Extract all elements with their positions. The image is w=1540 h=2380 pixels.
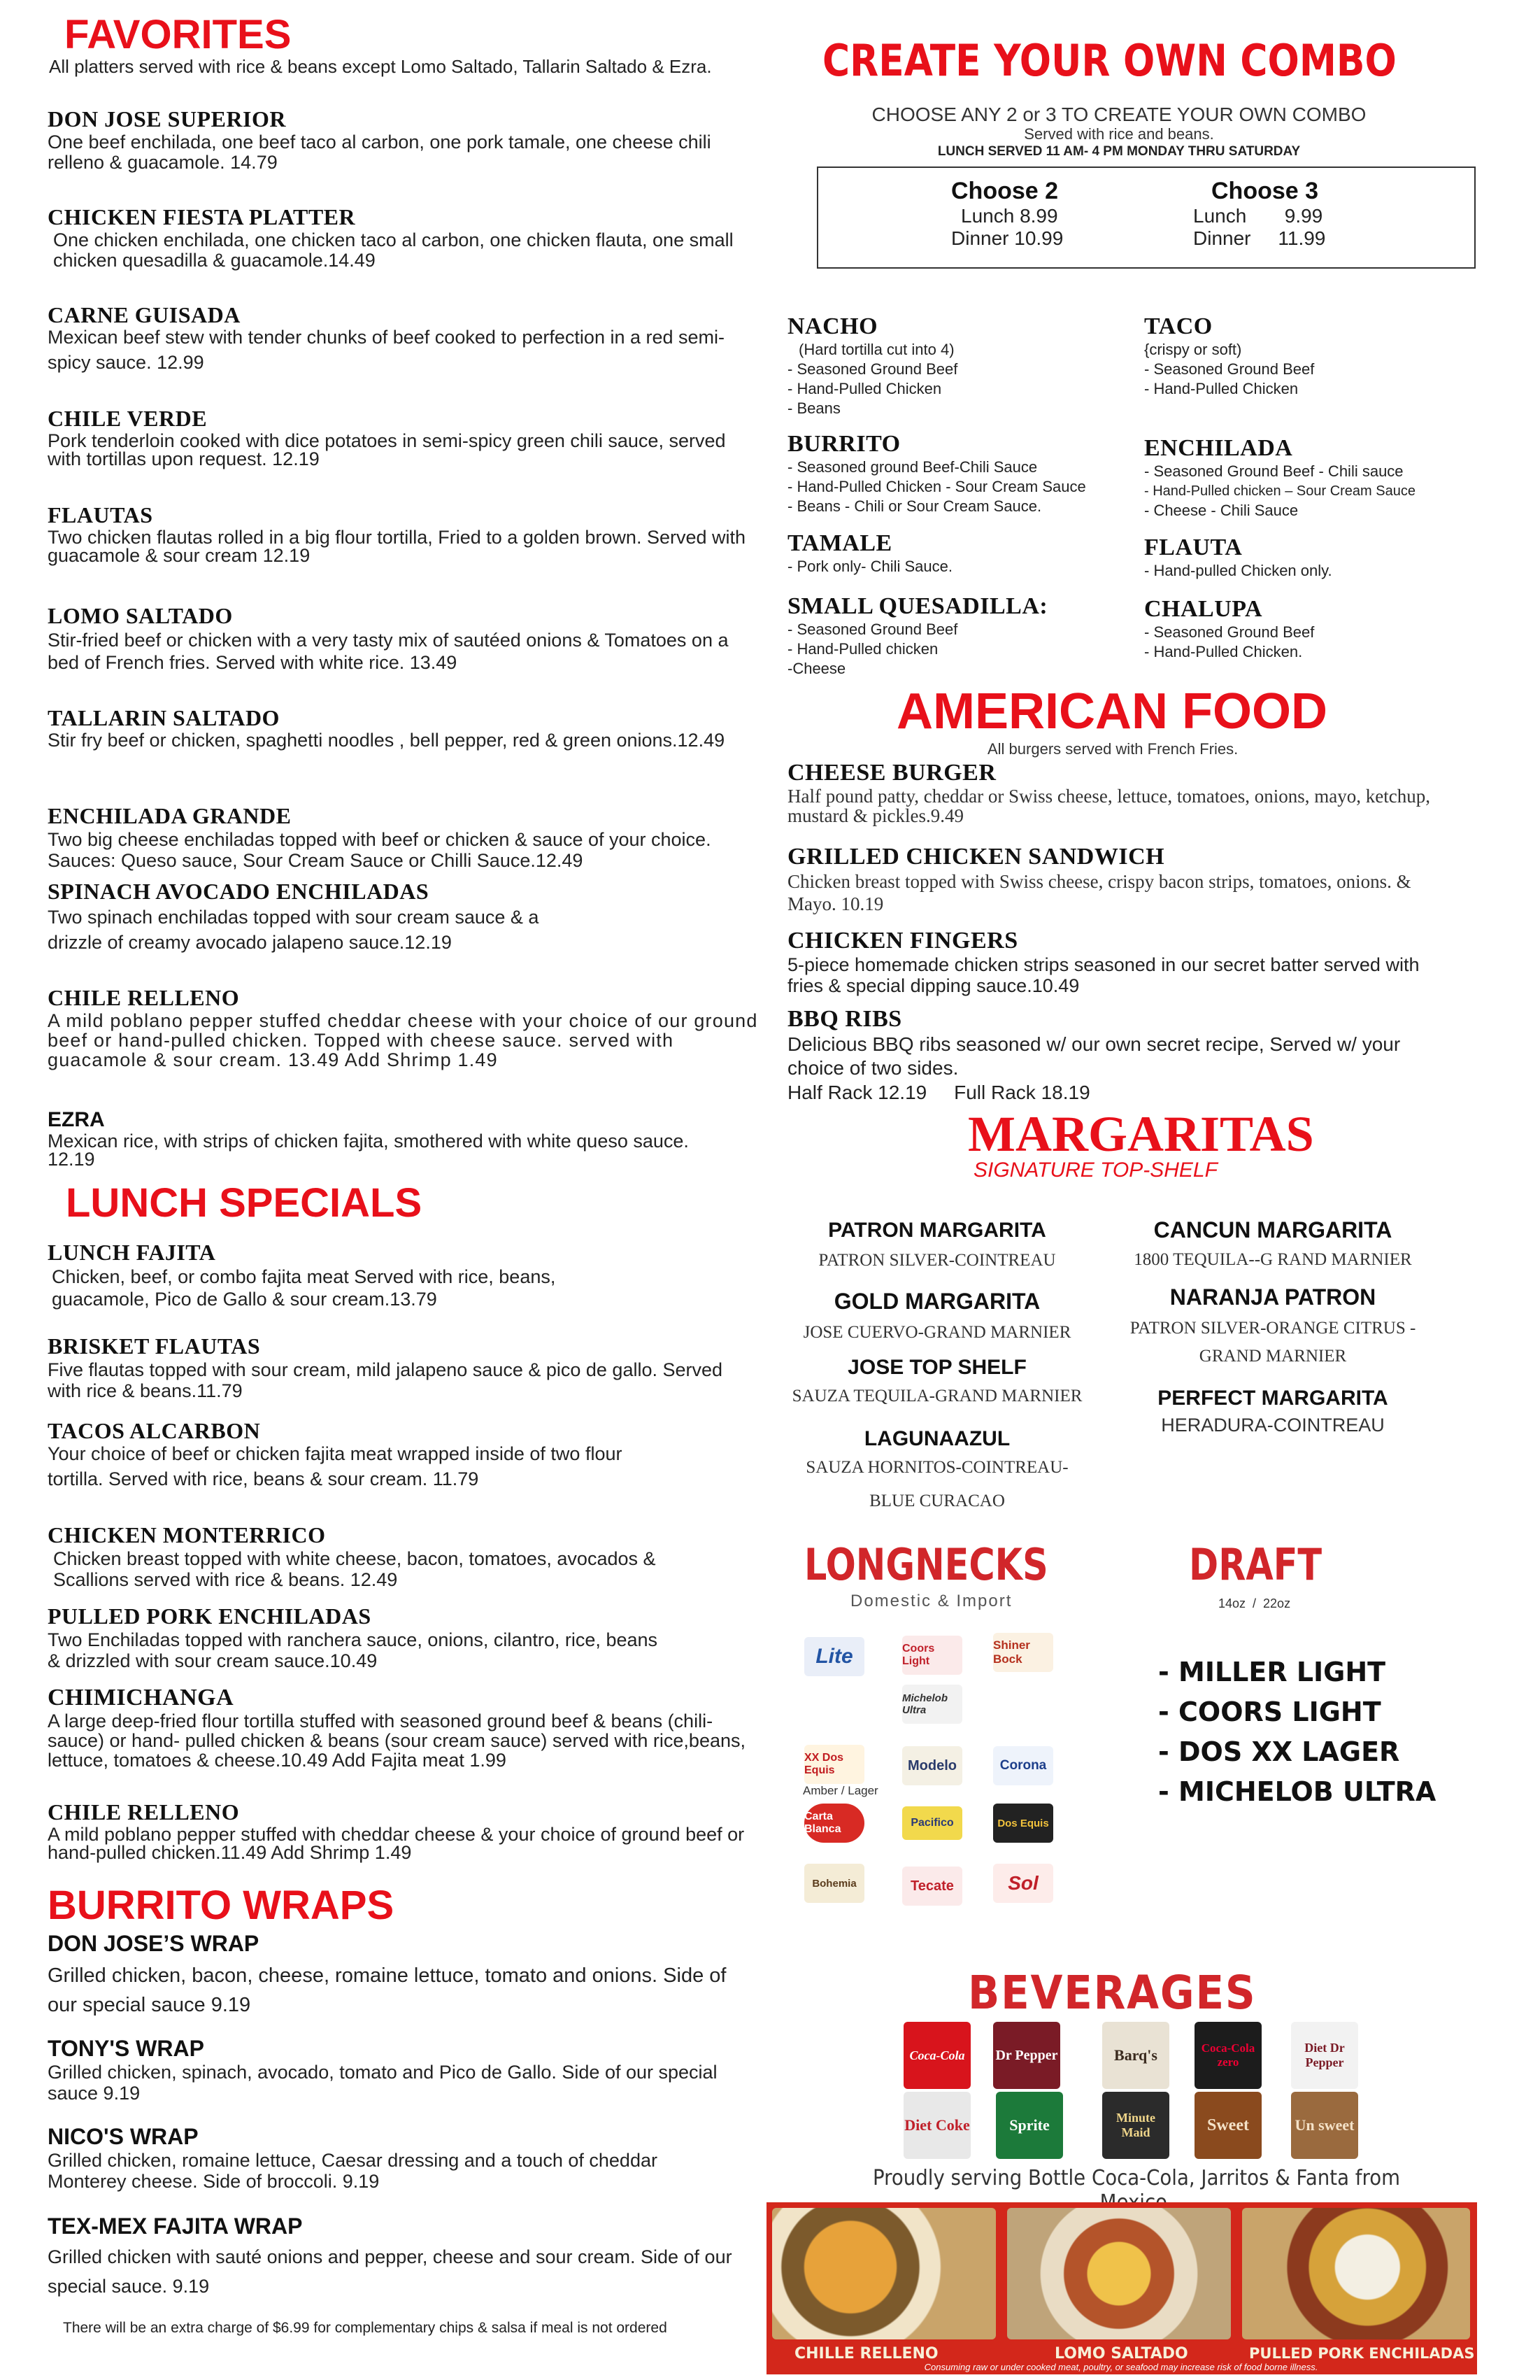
beer-logo: Shiner Bock [993,1633,1053,1672]
menu-item [48,1240,761,1310]
option-line: - Seasoned Ground Beef [1144,360,1315,378]
option-line: - Cheese - Chili Sauce [1144,502,1299,519]
item-name: NICO'S WRAP [48,2124,199,2149]
option-line: - Hand-Pulled Chicken. [1144,643,1303,660]
item-desc: Two chicken flautas rolled in a big flour tortilla, Fried to a golden brown. Served with guacamole & sour cream 12.19 [48,527,746,566]
option-line: - Pork only- Chili Sauce. [787,558,953,575]
menu-item [48,603,761,674]
item-price: Half Rack 12.19 Full Rack 18.19 [787,1082,1090,1103]
margarita-ingredients: PATRON SILVER-COINTREAU [818,1251,1056,1270]
margarita-item [783,1427,1091,1511]
draft-sizes: 14oz / 22oz [1218,1596,1291,1610]
item-desc: Two Enchiladas topped with ranchera sauce, onions, cilantro, rice, beans & drizzled with sour cream sauce.10.49 [48,1629,658,1671]
combo-option [1144,534,1480,581]
option-name: ENCHILADA [1144,435,1293,461]
margarita-ingredients: 1800 TEQUILA--G RAND MARNIER [1134,1250,1412,1269]
option-name: TAMALE [787,530,892,556]
menu-item [48,1931,761,2020]
photo-caption: PULLED PORK ENCHILADAS [1249,2345,1475,2362]
item-desc: One chicken enchilada, one chicken taco al carbon, one chicken flauta, one small chicken quesadilla & guacamole.14.49 [53,229,734,271]
beverage-logo: Dr Pepper [993,2022,1060,2089]
combo-option [787,313,1137,418]
option-line: - Seasoned Ground Beef [1144,623,1315,641]
american-food-title: AMERICAN FOOD [897,683,1327,739]
combo-option [787,530,1137,576]
option-line: (Hard tortilla cut into 4) [799,341,955,358]
menu-item [48,1108,761,1168]
option-line: - Seasoned Ground Beef - Chili sauce [1144,462,1404,480]
option-line: -Cheese [787,660,846,677]
beverage-logo: Un sweet [1291,2092,1358,2159]
item-name: ENCHILADA GRANDE [48,803,292,828]
margaritas-title: MARGARITAS [968,1106,1314,1162]
item-desc: Delicious BBQ ribs seasoned w/ our own secret recipe, Served w/ your choice of two sides. [787,1033,1401,1079]
beverages-title: BEVERAGES [968,1966,1257,2020]
beverage-logo: Sprite [996,2092,1063,2159]
draft-item: - DOS XX LAGER [1158,1736,1400,1767]
combo-served: Served with rice and beans. [1024,125,1214,143]
margarita-item [1112,1387,1434,1436]
menu-item [787,760,1487,826]
option-name: FLAUTA [1144,534,1243,560]
draft-item: - MILLER LIGHT [1158,1657,1386,1687]
longnecks-subtitle: Domestic & Import [850,1592,1013,1610]
item-name: DON JOSE’S WRAP [48,1931,259,1956]
beverage-logo: Sweet [1195,2092,1262,2159]
food-photo [772,2208,996,2339]
menu-item [48,1333,761,1401]
choose-2-dinner: Dinner 10.99 [951,227,1064,249]
lunch-specials-title: LUNCH SPECIALS [66,1180,422,1226]
menu-item [48,204,761,271]
menu-item [48,1420,761,1492]
item-desc: Chicken breast topped with Swiss cheese, crispy bacon strips, tomatoes, onions. & Mayo. 10.19 [787,871,1411,914]
beverage-logo: Minute Maid [1102,2092,1169,2159]
beer-logo: Michelob Ultra [902,1685,962,1724]
option-name: NACHO [787,313,878,339]
item-name: CHIMICHANGA [48,1685,234,1710]
draft-item: - MICHELOB ULTRA [1158,1776,1436,1807]
beverage-logo: Diet Dr Pepper [1291,2022,1358,2089]
item-name: PULLED PORK ENCHILADAS [48,1603,371,1629]
combo-option [787,593,1137,679]
margarita-name: GOLD MARGARITA [834,1289,1041,1314]
margarita-ingredients: HERADURA-COINTREAU [1161,1415,1385,1436]
menu-item [48,2213,761,2301]
item-name: CHICKEN FINGERS [787,928,1018,954]
item-desc: Mexican rice, with strips of chicken fajita, smothered with white queso sauce. 12.19 [48,1131,689,1170]
item-desc: A large deep-fried flour tortilla stuffed with seasoned ground beef & beans (chili-sauce) or hand- pulled chicken & beans (sour cream sauce) served with rice,beans, lettuce, tomatoes & cheese.10.49 Add Fajita meat 1.99 [48,1710,746,1771]
option-line: - Beans [787,399,841,417]
item-desc: Grilled chicken with sauté onions and pepper, cheese and sour cream. Side of our special sauce. 9.19 [48,2246,732,2297]
combo-hours: LUNCH SERVED 11 AM- 4 PM MONDAY THRU SATURDAY [937,144,1301,159]
item-name: TONY'S WRAP [48,2036,204,2061]
combo-option [1144,435,1480,520]
margarita-name: JOSE TOP SHELF [848,1356,1027,1379]
item-name: CHILE RELLENO [48,985,240,1010]
item-desc: Two spinach enchiladas topped with sour cream sauce & a drizzle of creamy avocado jalapeno sauce.12.19 [48,907,539,953]
menu-item [48,803,761,871]
menu-item [48,1522,761,1590]
option-line: {crispy or soft) [1144,341,1242,358]
beverage-logo: Coca-Cola [904,2022,971,2089]
combo-option [1144,596,1480,662]
beer-logo: Coors Light [902,1636,962,1675]
beer-logo: Lite [804,1637,864,1676]
option-name: TACO [1144,313,1213,339]
american-food-subtitle: All burgers served with French Fries. [988,740,1239,758]
option-name: BURRITO [787,431,901,457]
item-name: CHILE VERDE [48,406,208,431]
item-desc: Pork tenderloin cooked with dice potatoes in semi-spicy green chili sauce, served with tortillas upon request. 12.19 [48,430,726,469]
favorites-subtitle: All platters served with rice & beans except Lomo Saltado, Tallarin Saltado & Ezra. [49,56,712,77]
margarita-ingredients: PATRON SILVER-ORANGE CITRUS - [1129,1319,1416,1338]
menu-item [48,1603,761,1671]
menu-item [48,1685,761,1770]
burrito-wraps-title: BURRITO WRAPS [48,1883,394,1928]
item-name: CHEESE BURGER [787,760,997,786]
menu-item [787,1006,1487,1105]
item-name: LOMO SALTADO [48,603,233,628]
menu-item [48,705,761,749]
margarita-ingredients: SAUZA TEQUILA-GRAND MARNIER [792,1387,1083,1405]
margarita-name: CANCUN MARGARITA [1153,1217,1392,1242]
combo-option [787,431,1151,516]
item-name: CHILE RELLENO [48,1799,240,1825]
menu-item [48,2124,761,2192]
food-safety-disclaimer: Consuming raw or under cooked meat, poultry, or seafood may increase risk of food borne illness. [924,2362,1318,2372]
choose-2-title: Choose 2 [951,178,1059,204]
margarita-item [783,1289,1091,1343]
margarita-name: LAGUNAAZUL [864,1427,1011,1450]
item-desc: Your choice of beef or chicken fajita meat wrapped inside of two flour tortilla. Served with rice, beans & sour cream. 11.79 [48,1443,622,1489]
option-name: SMALL QUESADILLA: [787,593,1048,619]
item-desc: Grilled chicken, spinach, avocado, tomato and Pico de Gallo. Side of our special sauce 9.19 [48,2062,718,2104]
food-photo [1007,2208,1231,2339]
item-desc: Chicken breast topped with white cheese, bacon, tomatoes, avocados & Scallions served with rice & beans. 12.49 [53,1548,656,1590]
item-name: TALLARIN SALTADO [48,705,280,730]
margarita-item [1112,1217,1434,1270]
longnecks-title: LONGNECKS [804,1539,1048,1590]
item-name: BBQ RIBS [787,1006,902,1032]
draft-title: DRAFT [1189,1539,1322,1590]
menu-item [48,302,761,375]
item-desc: Stir fry beef or chicken, spaghetti noodles , bell pepper, red & green onions.12.49 [48,730,725,751]
option-line: - Beans - Chili or Sour Cream Sauce. [787,497,1042,515]
combo-title: CREATE YOUR OWN COMBO [822,35,1397,86]
beer-logo: XX Dos Equis [804,1745,864,1784]
item-desc: Half pound patty, cheddar or Swiss cheese, lettuce, tomatoes, onions, mayo, ketchup, mustard & pickles.9.49 [787,786,1431,826]
choose-3-title: Choose 3 [1211,178,1319,204]
option-line: - Hand-Pulled chicken – Sour Cream Sauce [1144,483,1416,499]
margarita-ingredients: GRAND MARNIER [1199,1347,1347,1366]
option-line: - Hand-Pulled Chicken - Sour Cream Sauce [787,478,1086,495]
choose-2-block [951,178,1105,250]
margarita-item [783,1356,1091,1406]
item-name: SPINACH AVOCADO ENCHILADAS [48,879,429,904]
item-name: TEX-MEX FAJITA WRAP [48,2213,303,2239]
item-desc: Five flautas topped with sour cream, mild jalapeno sauce & pico de gallo. Served with rice & beans.11.79 [48,1359,723,1401]
option-name: CHALUPA [1144,596,1263,622]
amber-lager-label: Amber / Lager [803,1784,878,1797]
item-name: DON JOSE SUPERIOR [48,106,286,132]
choose-3-lunch: Lunch 9.99 [1193,205,1323,227]
margarita-ingredients: SAUZA HORNITOS-COINTREAU- [806,1458,1069,1477]
item-name: EZRA [48,1108,105,1131]
item-desc: A mild poblano pepper stuffed with cheddar cheese & your choice of ground beef or hand-pulled chicken.11.49 Add Shrimp 1.49 [48,1824,745,1863]
option-line: - Hand-Pulled chicken [787,640,939,658]
photo-caption: CHILLE RELLENO [794,2345,939,2363]
draft-item: - COORS LIGHT [1158,1697,1381,1727]
food-photo [1242,2208,1470,2339]
item-name: BRISKET FLAUTAS [48,1333,261,1359]
item-desc: Grilled chicken, bacon, cheese, romaine lettuce, tomato and onions. Side of our special sauce 9.19 [48,1964,727,2016]
draft-list [1158,1652,1436,1812]
menu-item [48,502,761,565]
combo-instructions: CHOOSE ANY 2 or 3 TO CREATE YOUR OWN COMBO [871,104,1367,125]
margaritas-subtitle: SIGNATURE TOP-SHELF [974,1159,1218,1182]
beverage-logo: Barq's [1102,2022,1169,2089]
menu-item [48,879,761,955]
chips-salsa-note: There will be an extra charge of $6.99 for complementary chips & salsa if meal is not ordered [63,2320,667,2336]
food-photo-banner [767,2202,1477,2374]
favorites-title: FAVORITES [64,12,292,57]
item-desc: Chicken, beef, or combo fajita meat Served with rice, beans, guacamole, Pico de Gallo & sour cream.13.79 [52,1266,556,1310]
photo-caption: LOMO SALTADO [1055,2345,1188,2363]
item-desc: 5-piece homemade chicken strips seasoned in our secret batter served with fries & special dipping sauce.10.49 [787,954,1420,996]
combo-option [1144,313,1480,399]
option-line: - Hand-Pulled Chicken [1144,380,1299,397]
beverages-tagline: Proudly serving Bottle Coca-Cola, Jarritos & Fanta from [872,2166,1401,2190]
beverage-logo: Coca-Cola zero [1195,2022,1262,2089]
menu-item [48,2036,761,2104]
margarita-ingredients: BLUE CURACAO [869,1492,1005,1510]
item-name: CARNE GUISADA [48,302,241,327]
option-line: - Hand-pulled Chicken only. [1144,562,1332,579]
beer-logo: Bohemia [804,1864,864,1903]
item-desc: Grilled chicken, romaine lettuce, Caesar dressing and a touch of cheddar Monterey cheese. Side of broccoli. 9.19 [48,2150,657,2192]
beer-logo: Dos Equis [993,1804,1053,1843]
option-line: - Hand-Pulled Chicken [787,380,942,397]
beer-logo: Modelo [902,1746,962,1785]
menu-item [48,1799,761,1862]
beer-logo: Corona [993,1746,1053,1785]
option-line: - Seasoned ground Beef-Chili Sauce [787,458,1038,476]
item-desc: One beef enchilada, one beef taco al carbon, one pork tamale, one cheese chili relleno & guacamole. 14.79 [48,132,711,173]
item-name: TACOS ALCARBON [48,1418,261,1443]
item-desc: Stir-fried beef or chicken with a very tasty mix of sautéed onions & Tomatoes on a bed of French fries. Served with white rice. 13.49 [48,630,729,673]
menu-item [787,928,1487,996]
menu-item [48,406,761,468]
item-desc: A mild poblano pepper stuffed cheddar cheese with your choice of our ground beef or hand-pulled chicken. Topped with cheese sauce. served with guacamole & sour cream. 13.49 Add Shrimp 1.49 [48,1010,758,1070]
margarita-name: PATRON MARGARITA [828,1219,1046,1242]
choose-3-block [1193,178,1375,250]
choose-2-lunch: Lunch 8.99 [961,205,1058,227]
beer-logo: Pacifico [902,1806,962,1840]
combo-price-box [817,167,1476,269]
beer-logo: Carta Blanca [804,1804,864,1843]
item-name: CHICKEN MONTERRICO [48,1522,326,1547]
item-desc: Mexican beef stew with tender chunks of beef cooked to perfection in a red semi-spicy sauce. 12.99 [48,327,725,373]
option-line: - Seasoned Ground Beef [787,621,958,638]
beer-logo: Sol [993,1864,1053,1903]
item-name: CHICKEN FIESTA PLATTER [48,204,356,229]
margarita-item [783,1219,1091,1270]
margarita-item [1112,1284,1434,1366]
item-name: FLAUTAS [48,502,153,527]
item-name: GRILLED CHICKEN SANDWICH [787,844,1165,870]
menu-item [48,985,761,1070]
margarita-name: NARANJA PATRON [1169,1284,1376,1310]
option-line: - Seasoned Ground Beef [787,360,958,378]
choose-3-dinner: Dinner 11.99 [1193,227,1326,249]
margarita-name: PERFECT MARGARITA [1157,1387,1388,1410]
margarita-ingredients: JOSE CUERVO-GRAND MARNIER [803,1323,1071,1342]
beer-logo: Tecate [902,1867,962,1906]
menu-item [787,844,1487,915]
menu-item [48,106,761,173]
item-desc: Two big cheese enchiladas topped with beef or chicken & sauce of your choice. Sauces: Queso sauce, Sour Cream Sauce or Chilli Sauce.12.49 [48,829,711,871]
item-name: LUNCH FAJITA [48,1240,216,1265]
beverage-logo: Diet Coke [904,2092,971,2159]
